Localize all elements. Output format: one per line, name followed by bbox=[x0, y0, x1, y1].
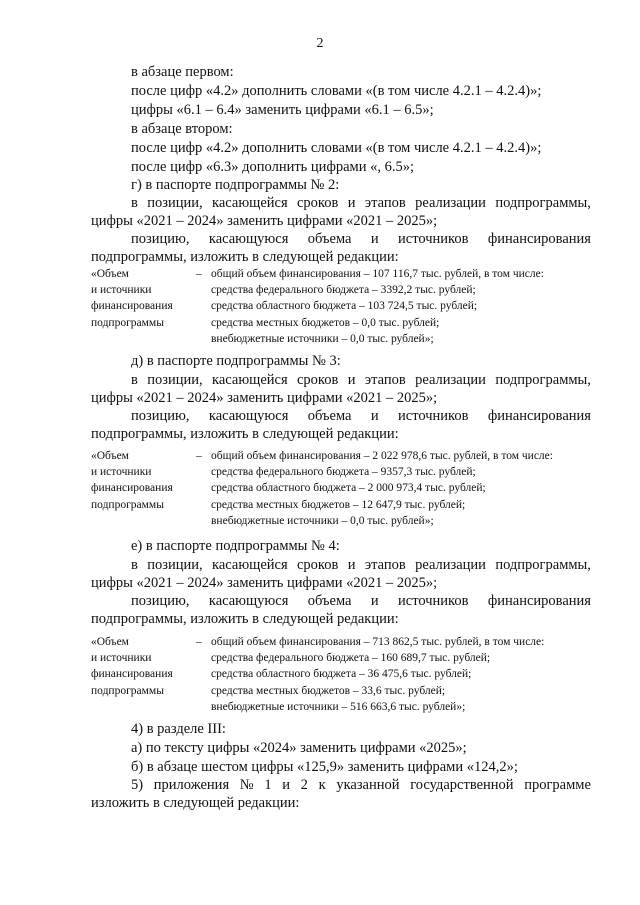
text-line: цифры «2021 – 2024» заменить цифрами «2021 – 2025»; bbox=[91, 575, 438, 591]
word: и bbox=[370, 593, 379, 609]
word: государственной bbox=[410, 777, 514, 793]
word: и bbox=[282, 777, 290, 793]
word: в bbox=[131, 372, 138, 388]
word: объема bbox=[307, 408, 352, 424]
word: подпрограммы, bbox=[495, 372, 591, 388]
text-line: в абзаце втором: bbox=[131, 121, 233, 137]
word: и bbox=[370, 231, 379, 247]
table-label: «Объем и источники финансирования подпрограммы bbox=[91, 450, 173, 511]
table-row: общий объем финансирования – 107 116,7 тыс. рублей, в том числе: bbox=[211, 268, 544, 280]
word: и bbox=[347, 372, 356, 388]
justified-line bbox=[131, 371, 591, 390]
word: программе bbox=[524, 777, 591, 793]
word: реализации bbox=[415, 372, 486, 388]
text-line: е) в паспорте подпрограммы № 4: bbox=[131, 538, 340, 554]
word: этапов bbox=[364, 557, 406, 573]
word: приложения bbox=[153, 777, 230, 793]
table-row: средства областного бюджета – 103 724,5 тыс. рублей; bbox=[211, 300, 478, 313]
word: в bbox=[131, 557, 138, 573]
word: позиции, bbox=[147, 195, 203, 211]
word: финансирования bbox=[487, 593, 591, 609]
table-row: средства федерального бюджета – 3392,2 тыс. рублей; bbox=[211, 284, 476, 297]
justified-line bbox=[131, 230, 591, 249]
table-row: внебюджетные источники – 516 663,6 тыс. рублей»; bbox=[211, 700, 466, 713]
word: и bbox=[370, 408, 379, 424]
word: позицию, bbox=[131, 231, 190, 247]
text-line: подпрограммы, изложить в следующей редакции: bbox=[91, 611, 399, 627]
table-values bbox=[211, 634, 544, 715]
text-line: после цифр «6.3» дополнить цифрами «, 6.5»; bbox=[131, 159, 414, 175]
text-line: подпрограммы, изложить в следующей редакции: bbox=[91, 249, 399, 265]
word: 1 bbox=[264, 777, 272, 793]
table-dash: – bbox=[196, 268, 202, 280]
word: и bbox=[347, 557, 356, 573]
table-label: «Объем и источники финансирования подпрограммы bbox=[91, 268, 173, 329]
word: позицию, bbox=[131, 408, 190, 424]
text-line: б) в абзаце шестом цифры «125,9» заменить цифрами «124,2»; bbox=[131, 759, 518, 775]
table-row: общий объем финансирования – 713 862,5 тыс. рублей, в том числе: bbox=[211, 636, 545, 648]
word: реализации bbox=[415, 195, 486, 211]
word: сроков bbox=[297, 372, 339, 388]
text-line: д) в паспорте подпрограммы № 3: bbox=[131, 353, 341, 369]
word: этапов bbox=[364, 372, 406, 388]
word: к bbox=[318, 777, 326, 793]
justified-line bbox=[131, 407, 591, 426]
table-row: внебюджетные источники – 0,0 тыс. рублей»; bbox=[211, 332, 434, 345]
word: позицию, bbox=[131, 593, 190, 609]
word: касающейся bbox=[212, 372, 288, 388]
word: и bbox=[347, 195, 356, 211]
text-line: подпрограммы, изложить в следующей редакции: bbox=[91, 426, 399, 442]
table-row: средства федерального бюджета – 9357,3 тыс. рублей; bbox=[211, 466, 476, 479]
text-line: после цифр «4.2» дополнить словами «(в том числе 4.2.1 – 4.2.4)»; bbox=[131, 140, 542, 156]
word: касающуюся bbox=[208, 593, 289, 609]
word: касающейся bbox=[212, 557, 288, 573]
word: объема bbox=[307, 593, 352, 609]
word: источников bbox=[398, 231, 469, 247]
table-dash: – bbox=[196, 636, 202, 648]
justified-line bbox=[131, 592, 591, 611]
text-line: после цифр «4.2» дополнить словами «(в том числе 4.2.1 – 4.2.4)»; bbox=[131, 83, 542, 99]
word: сроков bbox=[297, 195, 339, 211]
word: 2 bbox=[300, 777, 308, 793]
table-row: внебюджетные источники – 0,0 тыс. рублей»; bbox=[211, 514, 434, 527]
word: 5) bbox=[131, 777, 144, 793]
table-row: средства областного бюджета – 2 000 973,4 тыс. рублей; bbox=[211, 482, 486, 495]
table-values bbox=[211, 266, 544, 347]
table-row: средства местных бюджетов – 12 647,9 тыс. рублей; bbox=[211, 498, 466, 511]
word: указанной bbox=[336, 777, 400, 793]
text-line: цифры «2021 – 2024» заменить цифрами «2021 – 2025»; bbox=[91, 213, 438, 229]
word: касающейся bbox=[212, 195, 288, 211]
text-line: а) по тексту цифры «2024» заменить цифрами «2025»; bbox=[131, 740, 467, 756]
word: подпрограммы, bbox=[495, 557, 591, 573]
word: в bbox=[131, 195, 138, 211]
table-values bbox=[211, 448, 553, 529]
table-dash: – bbox=[196, 450, 202, 462]
table-label: «Объем и источники финансирования подпрограммы bbox=[91, 636, 173, 697]
word: позиции, bbox=[147, 372, 203, 388]
word: касающуюся bbox=[208, 231, 289, 247]
page-number: 2 bbox=[316, 36, 324, 51]
text-line: изложить в следующей редакции: bbox=[91, 795, 300, 811]
word: этапов bbox=[364, 195, 406, 211]
justified-line bbox=[131, 776, 591, 795]
word: сроков bbox=[297, 557, 339, 573]
text-line: г) в паспорте подпрограммы № 2: bbox=[131, 177, 340, 193]
table-row: средства местных бюджетов – 0,0 тыс. рублей; bbox=[211, 316, 440, 329]
text-line: в абзаце первом: bbox=[131, 64, 234, 80]
word: финансирования bbox=[487, 231, 591, 247]
word: объема bbox=[307, 231, 352, 247]
text-line: 4) в разделе III: bbox=[131, 721, 226, 737]
word: подпрограммы, bbox=[495, 195, 591, 211]
word: позиции, bbox=[147, 557, 203, 573]
word: финансирования bbox=[487, 408, 591, 424]
word: № bbox=[239, 777, 254, 793]
text-line: цифры «2021 – 2024» заменить цифрами «2021 – 2025»; bbox=[91, 390, 438, 406]
table-row: средства областного бюджета – 36 475,6 тыс. рублей; bbox=[211, 668, 472, 681]
justified-line bbox=[131, 194, 591, 213]
word: источников bbox=[398, 593, 469, 609]
word: источников bbox=[398, 408, 469, 424]
word: реализации bbox=[415, 557, 486, 573]
word: касающуюся bbox=[208, 408, 289, 424]
table-row: средства местных бюджетов – 33,6 тыс. рублей; bbox=[211, 684, 446, 697]
table-row: общий объем финансирования – 2 022 978,6 тыс. рублей, в том числе: bbox=[211, 450, 553, 462]
text-line: цифры «6.1 – 6.4» заменить цифрами «6.1 – 6.5»; bbox=[131, 102, 434, 118]
justified-line bbox=[131, 556, 591, 575]
table-row: средства федерального бюджета – 160 689,7 тыс. рублей; bbox=[211, 652, 491, 665]
